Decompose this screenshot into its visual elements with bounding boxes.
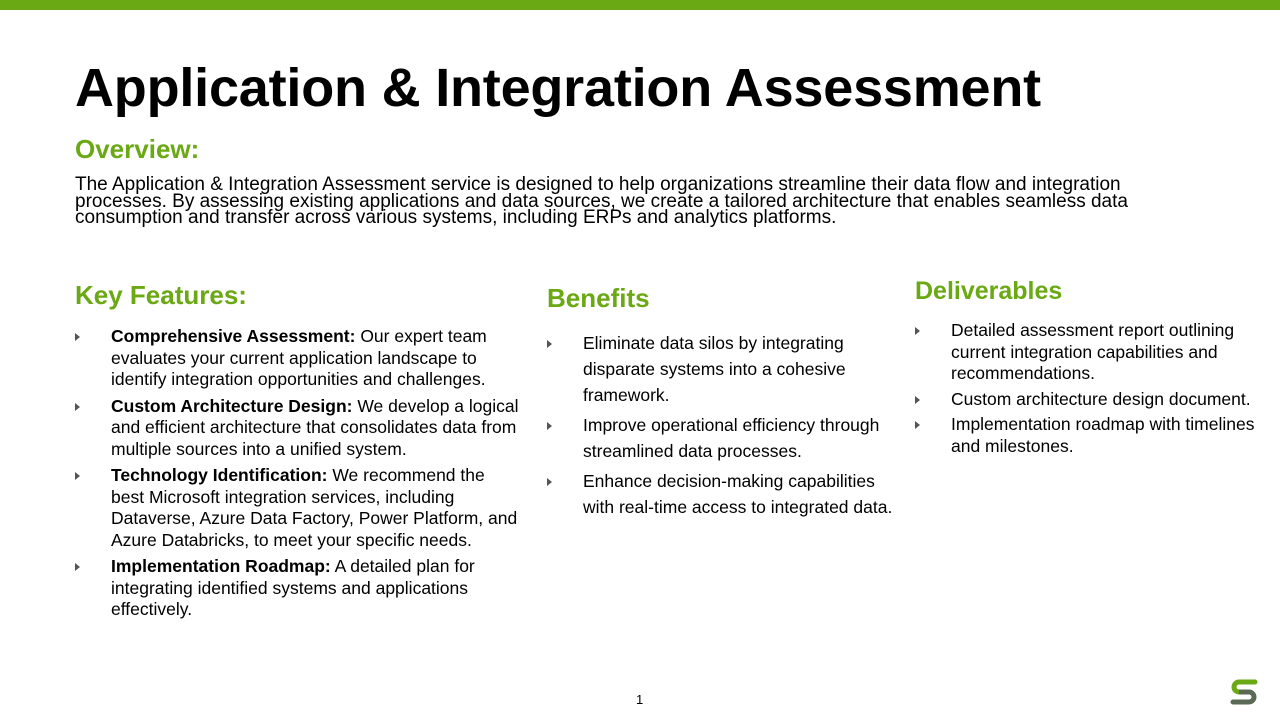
slide-title: Application & Integration Assessment <box>75 58 1041 118</box>
deliverables-list <box>915 320 1260 461</box>
feature-label: Technology Identification: <box>111 465 328 485</box>
triangle-right-icon <box>547 478 552 486</box>
benefit-text: Enhance decision-making capabilities with real-time access to integrated data. <box>583 471 893 517</box>
triangle-right-icon <box>547 422 552 430</box>
triangle-right-icon <box>547 340 552 348</box>
list-item <box>547 468 902 520</box>
list-item <box>915 414 1260 457</box>
list-item <box>75 556 520 621</box>
list-item <box>915 320 1260 385</box>
feature-label: Implementation Roadmap: <box>111 556 331 576</box>
overview-heading: Overview: <box>75 134 200 164</box>
list-item <box>547 412 902 464</box>
triangle-right-icon <box>915 421 920 429</box>
deliverable-text: Custom architecture design document. <box>951 388 1251 409</box>
benefits-list <box>547 330 902 524</box>
triangle-right-icon <box>75 472 80 480</box>
triangle-right-icon <box>75 403 80 411</box>
deliverables-heading: Deliverables <box>915 277 1063 305</box>
key-features-list <box>75 326 520 626</box>
list-item <box>547 330 902 408</box>
triangle-right-icon <box>75 333 80 341</box>
benefit-text: Improve operational efficiency through streamlined data processes. <box>583 415 880 461</box>
list-item <box>75 326 520 391</box>
benefit-text: Eliminate data silos by integrating disparate systems into a cohesive framework. <box>583 333 846 405</box>
benefits-heading: Benefits <box>547 283 650 313</box>
deliverable-text: Detailed assessment report outlining current integration capabilities and recommendations. <box>951 320 1235 383</box>
triangle-right-icon <box>915 327 920 335</box>
feature-text: Our expert team evaluates your current application landscape to identify integration opportunities and challenges. <box>111 326 487 389</box>
feature-text: We develop a logical and efficient architecture that consolidates data from multiple sources into a unified system. <box>111 395 519 459</box>
list-item <box>75 396 520 461</box>
list-item <box>75 465 520 551</box>
overview-text: The Application & Integration Assessment service is designed to help organizations streamline their data flow and integration processes. By assessing existing applications and data sources, we create a tailored architecture that enables seamless data consumption and transfer across various systems, including ERPs and analytics platforms. <box>75 174 1128 228</box>
list-item <box>915 389 1260 411</box>
feature-text: A detailed plan for integrating identified systems and applications effectively. <box>111 556 475 619</box>
feature-label: Comprehensive Assessment: <box>111 326 356 346</box>
page-number: 1 <box>636 692 644 707</box>
deliverable-text: Implementation roadmap with timelines and milestones. <box>951 414 1255 456</box>
company-logo-icon <box>1228 676 1260 708</box>
top-accent-bar <box>0 0 1280 10</box>
feature-label: Custom Architecture Design: <box>111 395 353 416</box>
triangle-right-icon <box>75 563 80 571</box>
feature-text: We recommend the best Microsoft integration services, including Dataverse, Azure Data Factory, Power Platform, and Azure Databricks, to meet your specific needs. <box>111 465 518 550</box>
triangle-right-icon <box>915 396 920 404</box>
key-features-heading: Key Features: <box>75 280 247 310</box>
